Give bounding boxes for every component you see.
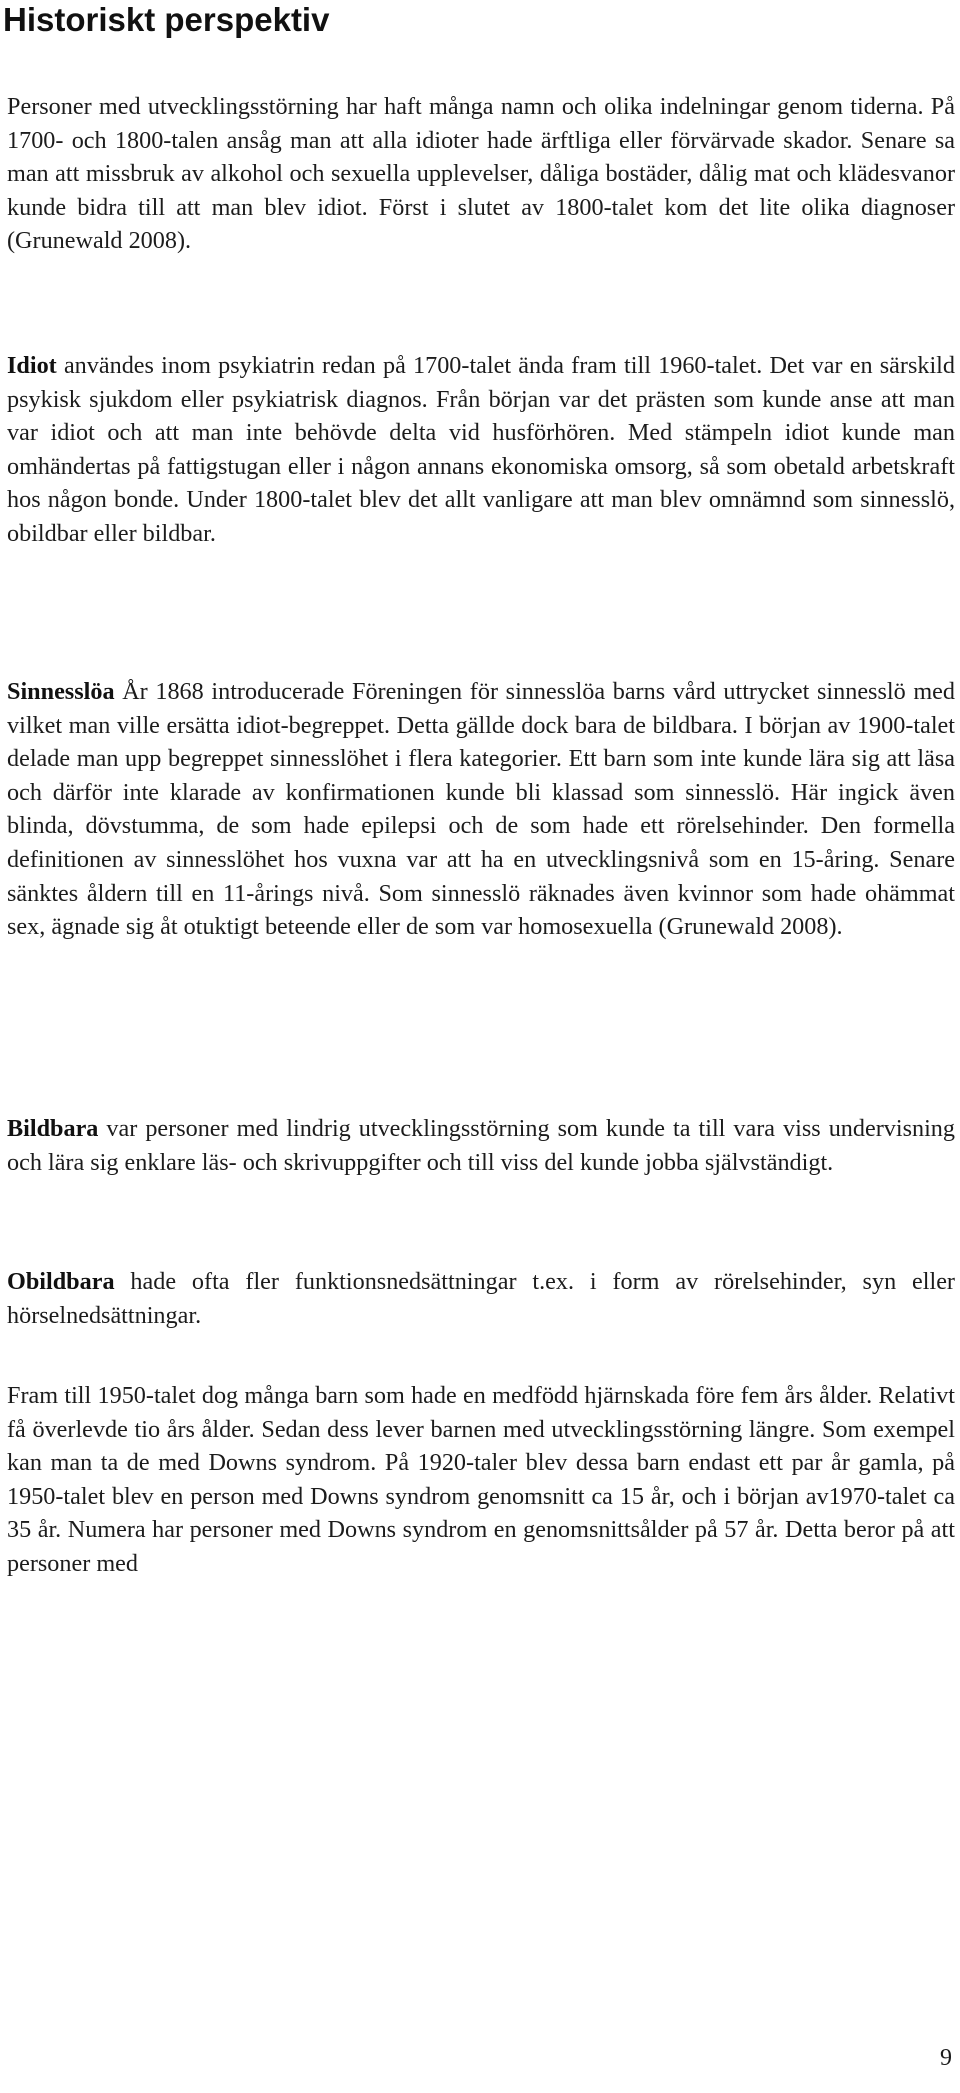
paragraph-obildbara (7, 1265, 955, 1332)
paragraph-text: Personer med utvecklingsstörning har haft många namn och olika indelningar genom tiderna. På 1700- och 1800-talen ansåg man att alla idioter hade ärftliga eller förvärvade skador. Senare sa man att missbruk av alkohol och sexuella upplevelser, dåliga bostäder, dålig mat och klädesvanor kunde bidra till att man blev idiot. Först i slutet av 1800-talet kom det lite olika diagnoser (Grunewald 2008). (7, 93, 955, 255)
paragraph-sinnesslo (7, 675, 955, 944)
paragraph-idiot (7, 349, 955, 551)
paragraph-lead-term: Sinnesslöa (7, 678, 115, 705)
paragraph-lead-term: Idiot (7, 352, 57, 379)
paragraph-lead-term: Obildbara (7, 1268, 115, 1295)
paragraph-intro (7, 90, 955, 258)
paragraph-text: Fram till 1950-talet dog många barn som hade en medfödd hjärnskada före fem års ålder. Relativt få överlevde tio års ålder. Sedan dess lever barnen med utvecklingsstörning längre. Som exempel kan man ta de med Downs syndrom. På 1920-taler blev dessa barn endast ett par år gamla, på 1950-talet blev en person med Downs syndrom genomsnitt ca 15 år, och i början av1970-talet ca 35 år. Numera har personer med Downs syndrom en genomsnittsålder på 57 år. Detta beror på att personer med (7, 1382, 955, 1577)
paragraph-text: hade ofta fler funktionsnedsättningar t.ex. i form av rörelsehinder, syn eller hörselnedsättningar. (7, 1268, 955, 1329)
paragraph-text: var personer med lindrig utvecklingsstörning som kunde ta till vara viss undervisning och lära sig enklare läs- och skrivuppgifter och till viss del kunde jobba självständigt. (7, 1115, 955, 1176)
page-title: Historiskt perspektiv (3, 1, 330, 38)
paragraph-bildbara (7, 1112, 955, 1179)
paragraph-text: År 1868 introducerade Föreningen för sinnesslöa barns vård uttrycket sinnesslö med vilket man ville ersätta idiot-begreppet. Detta gällde dock bara de bildbara. I början av 1900-talet delade man upp begreppet sinnesslöhet i flera kategorier. Ett barn som inte kunde lära sig att läsa och därför inte klarade av konfirmationen kunde bli klassad som sinnesslö. Här ingick även blinda, dövstumma, de som hade epilepsi och de som hade ett rörelsehinder. Den formella definitionen av sinnesslöhet hos vuxna var att ha en utvecklingsnivå som en 15-åring. Senare sänktes åldern till en 11-årings nivå. Som sinnesslö räknades även kvinnor som hade ohämmat sex, ägnade sig åt otuktigt beteende eller de som var homosexuella (Grunewald 2008). (7, 678, 955, 941)
page-number: 9 (940, 2045, 952, 2071)
paragraph-downs-syndrom (7, 1379, 955, 1581)
paragraph-text: användes inom psykiatrin redan på 1700-talet ända fram till 1960-talet. Det var en särskild psykisk sjukdom eller psykiatrisk diagnos. Från början var det prästen som kunde anse att man var idiot och att man inte behövde delta vid husförhören. Med stämpeln idiot kunde man omhändertas på fattigstugan eller i någon annans ekonomiska omsorg, så som obetald arbetskraft hos någon bonde. Under 1800-talet blev det allt vanligare att man blev omnämnd som sinnesslö, obildbar eller bildbar. (7, 352, 955, 547)
paragraph-lead-term: Bildbara (7, 1115, 99, 1142)
